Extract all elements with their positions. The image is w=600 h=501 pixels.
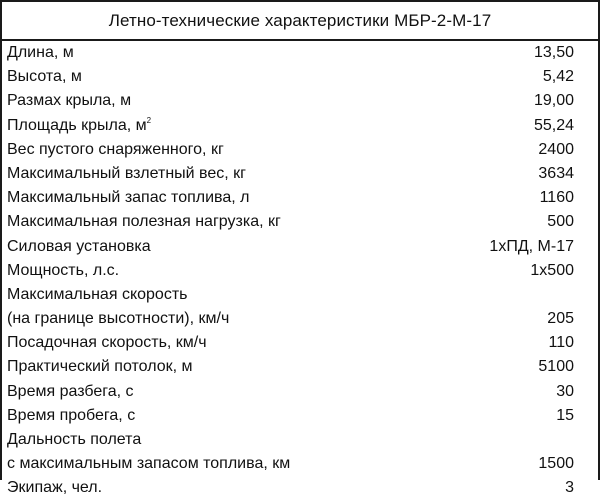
row-label-with-superscript xyxy=(7,114,151,138)
row-label: Высота, м xyxy=(7,68,82,86)
table-row xyxy=(0,235,600,259)
row-value: 3634 xyxy=(538,164,574,182)
row-label: (на границе высотности), км/ч xyxy=(7,310,230,328)
row-label: Максимальная скорость xyxy=(7,285,188,303)
row-label: Экипаж, чел. xyxy=(7,479,103,497)
row-label: Площадь крыла, м xyxy=(7,116,147,134)
row-value: 1хПД, М-17 xyxy=(489,237,574,255)
row-value: 55,24 xyxy=(533,116,574,134)
table-row xyxy=(0,186,600,210)
row-label: Время разбега, с xyxy=(7,382,134,400)
row-value: 5,42 xyxy=(542,68,574,86)
row-label: Время пробега, с xyxy=(7,406,136,424)
row-label: Максимальный взлетный вес, кг xyxy=(7,164,246,182)
row-label: с максимальным запасом топлива, км xyxy=(7,455,291,473)
row-value: 500 xyxy=(547,213,574,231)
row-value: 3 xyxy=(565,479,574,497)
table-row xyxy=(0,89,600,113)
row-label: Размах крыла, м xyxy=(7,92,132,110)
row-value: 30 xyxy=(556,382,574,400)
table-row xyxy=(0,404,600,428)
row-label: Длина, м xyxy=(7,44,74,61)
table-row xyxy=(0,355,600,379)
table-row xyxy=(0,138,600,162)
row-value: 19,00 xyxy=(533,92,574,110)
row-value: 1500 xyxy=(538,455,574,473)
row-label: Силовая установка xyxy=(7,237,151,255)
table-title: Летно-технические характеристики МБР-2-М-17 xyxy=(108,11,492,30)
row-value: 15 xyxy=(556,406,574,424)
table-row xyxy=(0,65,600,89)
row-label: Дальность полета xyxy=(7,431,142,448)
table-row xyxy=(0,162,600,186)
table-row xyxy=(0,476,600,500)
row-label: Практический потолок, м xyxy=(7,358,193,376)
table-row xyxy=(0,380,600,404)
table-row xyxy=(0,41,600,65)
table-row xyxy=(0,114,600,138)
row-label: Мощность, л.с. xyxy=(7,261,120,279)
row-value: 13,50 xyxy=(533,44,574,61)
row-value: 205 xyxy=(547,310,574,328)
table-row xyxy=(0,259,600,283)
superscript-exponent: 2 xyxy=(146,115,152,125)
table-row xyxy=(0,331,600,355)
row-value: 2400 xyxy=(538,140,574,158)
table-row xyxy=(0,428,600,452)
row-label: Посадочная скорость, км/ч xyxy=(7,334,207,352)
row-label: Максимальный запас топлива, л xyxy=(7,189,250,207)
table-row xyxy=(0,307,600,331)
row-label: Максимальная полезная нагрузка, кг xyxy=(7,213,281,231)
spec-rows xyxy=(0,41,600,501)
row-value: 1x500 xyxy=(530,261,574,279)
row-value: 5100 xyxy=(538,358,574,376)
table-row xyxy=(0,452,600,476)
row-label: Вес пустого снаряженного, кг xyxy=(7,140,224,158)
row-value: 1160 xyxy=(539,189,574,207)
table-row xyxy=(0,210,600,234)
row-value: 110 xyxy=(548,334,574,352)
table-row xyxy=(0,283,600,307)
